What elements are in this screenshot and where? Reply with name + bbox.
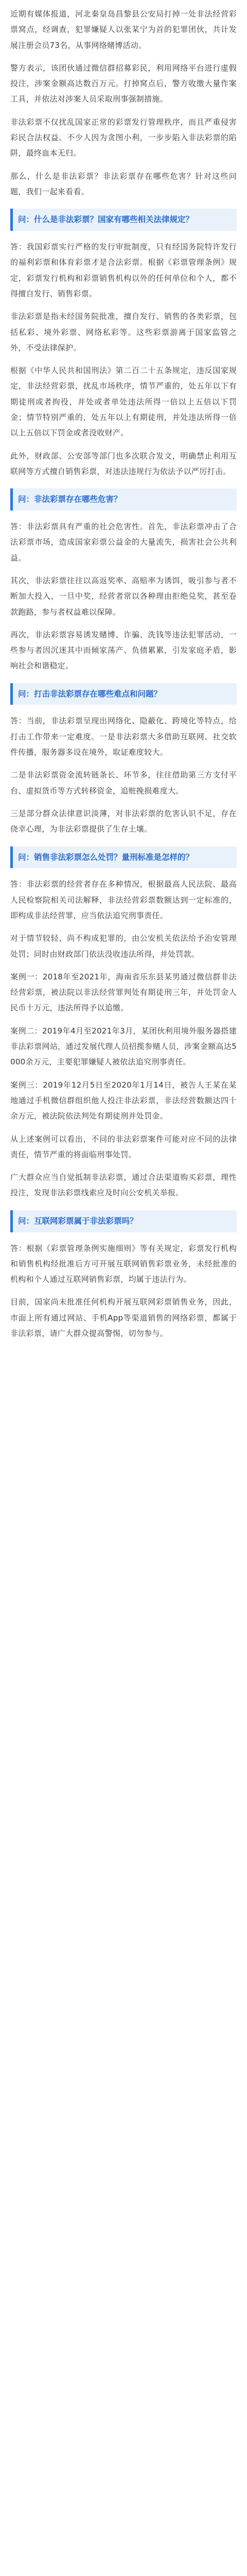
body-paragraph: 对于情节较轻、尚不构成犯罪的，由公安机关依法给予治安管理处罚；同时由财政部门依法没收违法所得，并处罚款。 — [10, 934, 237, 959]
body-paragraph: 答：非法彩票的经营者存在多种情况，根据最高人民法院、最高人民检察院相关司法解释，非法经营彩票数额达到一定标准的，即构成非法经营罪，应当依法追究刑事责任。 — [10, 879, 237, 920]
section-heading-text: 问：互联网彩票属于非法彩票吗？ — [18, 1216, 138, 1226]
intro-paragraph: 非法彩票不仅扰乱国家正常的彩票发行管理秩序，而且严重侵害彩民合法权益。不少人因为贪图小利，一步步陷入非法彩票的陷阱，最终血本无归。 — [10, 117, 237, 158]
body-paragraph: 此外，财政部、公安部等部门也多次联合发文，明确禁止利用互联网等方式擅自销售彩票，对违法违规行为依法予以严厉打击。 — [10, 451, 237, 476]
section-heading — [10, 1210, 237, 1232]
intro-paragraph: 近期有媒体报道，河北秦皇岛昌黎县公安局打掉一处非法经营彩票窝点，经调查，犯罪嫌疑人以张某宁为首的犯罪团伙，共计发展注册会员73名，从事网络赌博活动。 — [10, 9, 237, 50]
section-heading — [10, 209, 237, 231]
body-paragraph: 三是部分群众法律意识淡薄，对非法彩票的危害认识不足，存在侥幸心理，为非法彩票提供了生存土壤。 — [10, 808, 237, 834]
section-heading-text: 问：非法彩票存在哪些危害？ — [18, 495, 122, 504]
body-paragraph: 二是非法彩票资金流转链条长、环节多，往往借助第三方支付平台、虚拟货币等方式转移资金，追赃挽损难度大。 — [10, 770, 237, 795]
section-heading-text: 问：打击非法彩票存在哪些难点和问题？ — [18, 689, 162, 699]
section-heading — [10, 846, 237, 869]
closing-paragraph: 从上述案例可以看出，不同的非法彩票案件可能对应不同的法律责任，情节严重的将面临刑事处罚。 — [10, 1134, 237, 1159]
intro-paragraph: 警方表示，该团伙通过微信群招募彩民，利用网络平台进行虚假投注，涉案金额高达数百万元。打掉窝点后，警方收缴大量作案工具，并依法对涉案人员采取刑事强制措施。 — [10, 63, 237, 104]
case-paragraph: 案例二：2019年4月至2021年3月，某团伙利用境外服务器搭建非法彩票网站，通过发展代理人员招揽参赌人员，涉案金额高达5000余万元，主要犯罪嫌疑人被依法追究刑事责任。 — [10, 1026, 237, 1067]
section-heading-text: 问：销售非法彩票怎么处罚？量刑标准是怎样的？ — [18, 852, 194, 862]
body-paragraph: 答：非法彩票具有严重的社会危害性。首先，非法彩票冲击了合法彩票市场，造成国家彩票公益金的大量流失，损害社会公共利益。 — [10, 522, 237, 563]
case-paragraph: 案例一：2018年至2021年，海南省乐东县某男通过微信群非法经营彩票，被法院以非法经营罪判处有期徒刑三年，并处罚金人民币十万元，违法所得予以追缴。 — [10, 972, 237, 1013]
body-paragraph: 其次，非法彩票往往以高返奖率、高赔率为诱饵，吸引参与者不断加大投入，一旦中奖，经营者常以各种理由拒绝兑奖，甚至卷款跑路，参与者权益难以保障。 — [10, 575, 237, 617]
body-paragraph: 根据《中华人民共和国刑法》第二百二十五条规定，违反国家规定，非法经营彩票，扰乱市场秩序，情节严重的，处五年以下有期徒刑或者拘役，并处或者单处违法所得一倍以上五倍以下罚金；情节特别严重的，处五年以上有期徒刑，并处违法所得一倍以上五倍以下罚金或者没收财产。 — [10, 366, 237, 438]
body-paragraph: 答：我国彩票实行严格的发行审批制度，只有经国务院特许发行的福利彩票和体育彩票才是合法彩票。根据《彩票管理条例》规定，彩票发行机构和彩票销售机构以外的任何单位和个人，都不得擅自发行、销售彩票。 — [10, 242, 237, 298]
intro-paragraph: 那么，什么是非法彩票？非法彩票存在哪些危害？针对这些问题，我们一起来看看。 — [10, 171, 237, 196]
body-paragraph: 目前，国家尚未批准任何机构开展互联网彩票销售业务，因此，市面上所有通过网站、手机App等渠道销售的网络彩票，都属于非法彩票，请广大群众提高警惕，切勿参与。 — [10, 1297, 237, 1338]
closing-paragraph: 广大群众应当自觉抵制非法彩票，通过合法渠道购买彩票，理性投注，发现非法彩票线索应及时向公安机关举报。 — [10, 1173, 237, 1198]
body-paragraph: 答：根据《彩票管理条例实施细则》等有关规定，彩票发行机构和销售机构经批准后方可开展互联网销售彩票业务，未经批准的机构和个人通过互联网销售彩票，均属于违法行为。 — [10, 1243, 237, 1284]
section-heading — [10, 488, 237, 511]
case-paragraph: 案例三：2019年12月5日至2020年1月14日，被告人王某在某地通过手机微信群组织他人投注非法彩票，非法经营数额达四十余万元，被法院依法判处有期徒刑并处罚金。 — [10, 1080, 237, 1121]
body-paragraph: 答：当前，非法彩票呈现出网络化、隐蔽化、跨境化等特点，给打击工作带来一定难度。一是非法彩票大多借助互联网、社交软件传播，服务器多设在境外，取证难度较大。 — [10, 716, 237, 757]
body-paragraph: 非法彩票是指未经国务院批准，擅自发行、销售的各类彩票，包括私彩、境外彩票、网络私彩等。这些彩票游离于国家监管之外，不受法律保护。 — [10, 312, 237, 352]
section-heading-text: 问：什么是非法彩票？国家有哪些相关法律规定？ — [18, 215, 194, 225]
body-paragraph: 再次，非法彩票容易诱发赌博、诈骗、洗钱等违法犯罪活动，一些参与者因沉迷其中而倾家荡产、负债累累，引发家庭矛盾，影响社会和谐稳定。 — [10, 630, 237, 671]
section-heading — [10, 683, 237, 705]
